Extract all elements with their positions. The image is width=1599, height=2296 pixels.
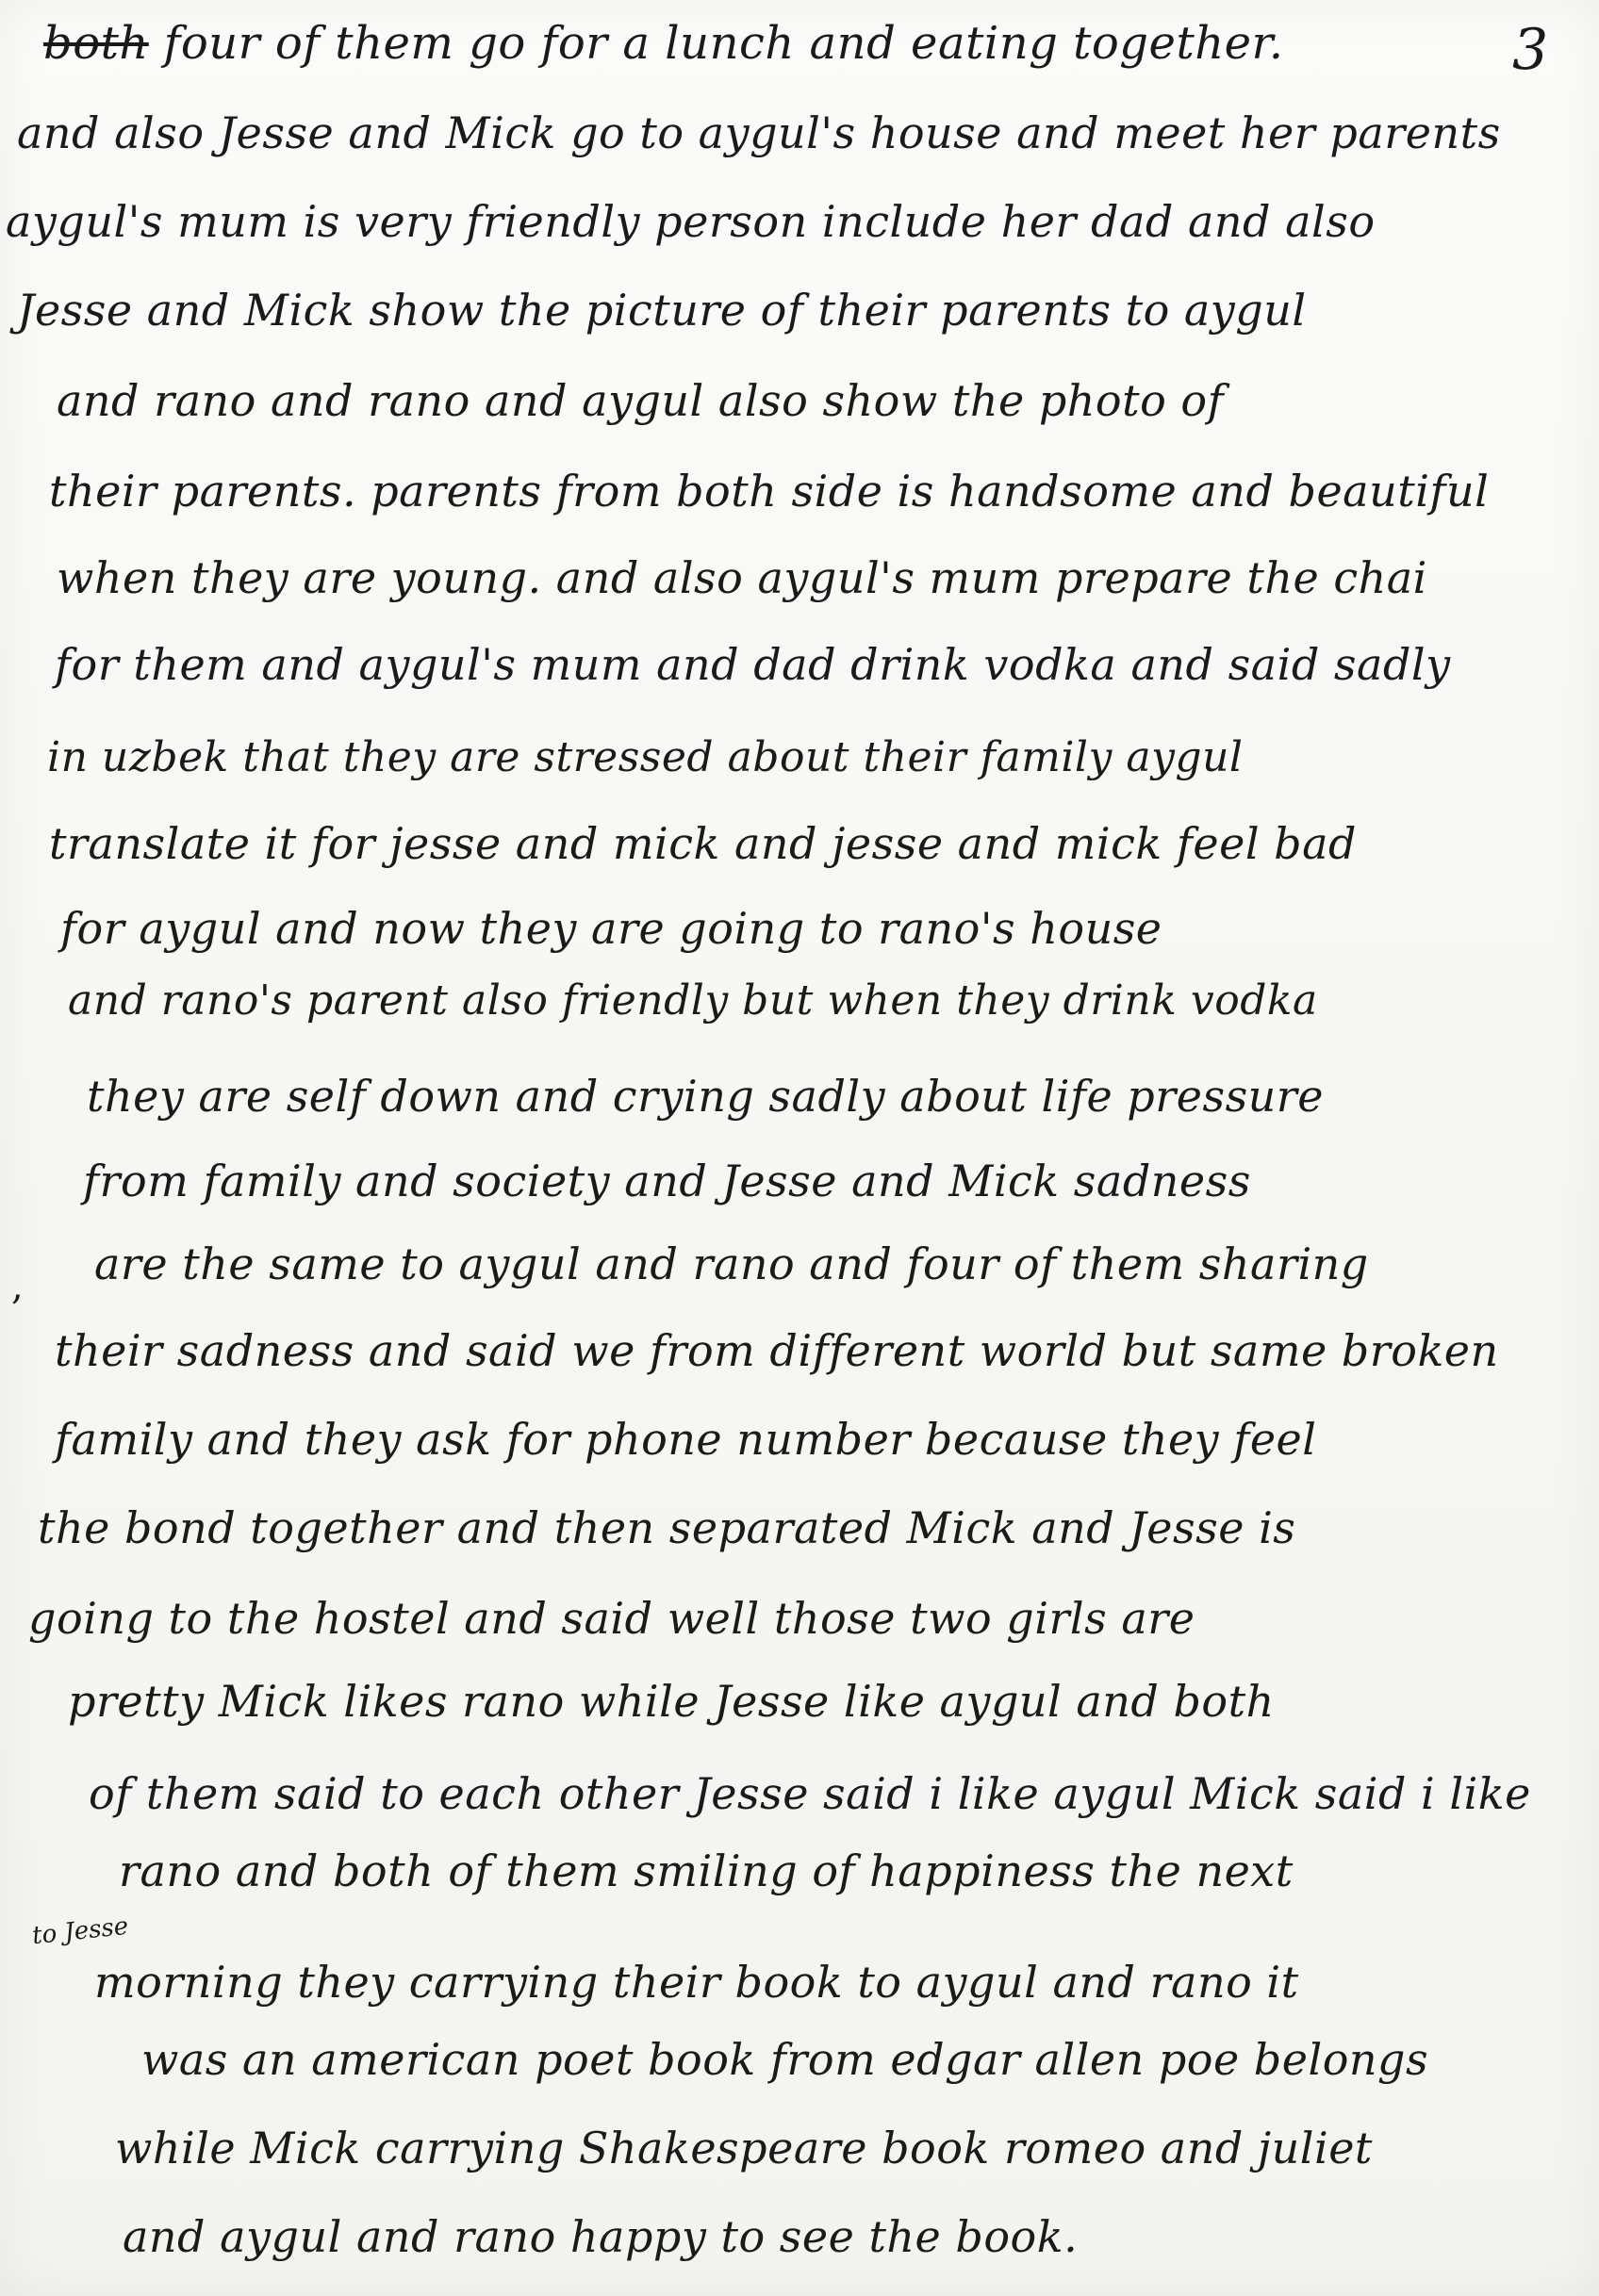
- handwritten-line: when they are young. and also aygul's mum prepare the chai: [57, 552, 1427, 603]
- margin-mark: ,: [11, 1265, 24, 1308]
- handwritten-line: family and they ask for phone number because they feel: [55, 1414, 1317, 1465]
- struck-word: both: [43, 17, 149, 70]
- handwritten-line: while Mick carrying Shakespeare book romeo and juliet: [115, 2123, 1373, 2173]
- handwritten-line: for them and aygul's mum and dad drink vodka and said sadly: [55, 639, 1451, 690]
- handwritten-line: aygul's mum is very friendly person include her dad and also: [6, 196, 1376, 247]
- margin-note: to Jesse: [30, 1911, 130, 1951]
- handwritten-line: are the same to aygul and rano and four of them sharing: [94, 1238, 1369, 1289]
- handwritten-line: in uzbek that they are stressed about their family aygul: [47, 733, 1244, 781]
- handwritten-line: for aygul and now they are going to rano's house: [60, 903, 1162, 954]
- handwritten-line: they are self down and crying sadly about life pressure: [87, 1071, 1325, 1122]
- line-text: four of them go for a lunch and eating together.: [163, 17, 1284, 70]
- handwritten-line: and also Jesse and Mick go to aygul's house and meet her parents: [17, 107, 1501, 158]
- handwritten-line: their parents. parents from both side is handsome and beautiful: [49, 466, 1490, 517]
- handwritten-line: translate it for jesse and mick and jesse and mick feel bad: [49, 818, 1357, 869]
- handwritten-line: Jesse and Mick show the picture of their parents to aygul: [17, 285, 1307, 336]
- handwritten-line: morning they carrying their book to aygul and rano it: [94, 1957, 1299, 2008]
- handwritten-line: their sadness and said we from different world but same broken: [55, 1325, 1499, 1376]
- handwritten-line: the bond together and then separated Mick and Jesse is: [38, 1502, 1296, 1553]
- handwritten-line: rano and both of them smiling of happiness the next: [119, 1845, 1294, 1896]
- handwritten-line: and rano and rano and aygul also show the photo of: [57, 375, 1225, 426]
- handwritten-line: and rano's parent also friendly but when they drink vodka: [68, 976, 1318, 1025]
- handwritten-line: and aygul and rano happy to see the book.: [123, 2211, 1079, 2262]
- handwritten-line: from family and society and Jesse and Mick sadness: [83, 1156, 1251, 1206]
- handwritten-line: going to the hostel and said well those two girls are: [28, 1593, 1195, 1644]
- handwritten-line: pretty Mick likes rano while Jesse like aygul and both: [68, 1676, 1275, 1727]
- handwritten-line: was an american poet book from edgar allen poe belongs: [141, 2034, 1429, 2085]
- handwritten-line: of them said to each other Jesse said i like aygul Mick said i like: [89, 1768, 1531, 1819]
- handwritten-line: [43, 17, 1284, 70]
- page-number: 3: [1512, 17, 1549, 83]
